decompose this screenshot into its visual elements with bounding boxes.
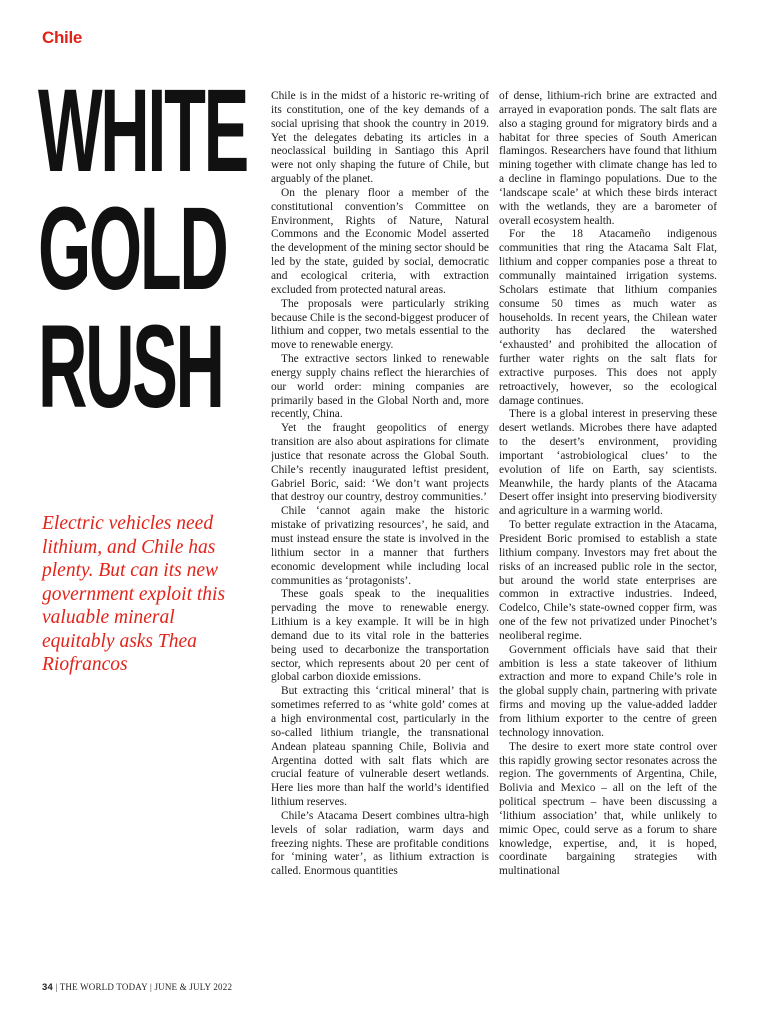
- headline-line-3: RUSH: [38, 301, 223, 433]
- publication-info: | THE WORLD TODAY | JUNE & JULY 2022: [52, 982, 233, 992]
- article-paragraph: Chile is in the midst of a historic re-writing of its constitution, one of the key demands of a social uprising that shook the country in 2019. Yet the delegates debating its articles in a neoclassical building in Santiago this April were not only shaping the future of Chile, but arguably of the planet.: [271, 90, 489, 186]
- article-paragraph: The desire to exert more state control over this rapidly growing sector resonates across the region. The governments of Argentina, Chile, Bolivia and Mexico – all on the left of the political spectrum – have been discussing a ‘lithium association’ that, while unlikely to mimic Opec, could serve as a forum to share knowledge, expertise, and, it is hoped, coordinate bargaining strategies with multinational: [499, 740, 717, 878]
- article-paragraph: For the 18 Atacameño indigenous communities that ring the Atacama Salt Flat, lithium and copper companies pose a threat to communally maintained irrigation systems. Scholars estimate that lithium companies consume 50 times as much water as households. In recent years, the Chilean water authority has declared the watershed ‘exhausted’ and prohibited the allocation of further water rights on the salt flats for extractive purposes. This does not apply retroactively, however, so the ecological damage continues.: [499, 228, 717, 407]
- article-paragraph: of dense, lithium-rich brine are extracted and arrayed in evaporation ponds. The salt flats are also a staging ground for migratory birds and a habitat for three species of South American flamingos. Researchers have found that lithium mining together with climate change has led to a decline in flamingo populations. Due to the ‘landscape scale’ at which these birds interact with the wetlands, they are a barometer of overall ecosystem health.: [499, 90, 717, 227]
- article-paragraph: These goals speak to the inequalities pervading the move to renewable energy. Lithium is a key example. It will be in high demand due to its vital role in the batteries being used to decarbonize the transportation sector, which represents about 20 per cent of global carbon dioxide emissions.: [271, 588, 489, 684]
- article-paragraph: Yet the fraught geopolitics of energy transition are also about aspirations for climate justice that resonate across the Global South. Chile’s recently inaugurated leftist president, Gabriel Boric, said: ‘We don’t want projects that destroy our country, destroy communities.’: [271, 422, 489, 504]
- headline-line-1: WHITE: [38, 65, 247, 197]
- page-footer: [42, 982, 232, 993]
- article-paragraph: On the plenary floor a member of the constitutional convention’s Committee on Environment, Rights of Nature, Natural Commons and the Economic Model asserted the development of the mining sector should be led by the state, guided by social, democratic and ecological criteria, with extraction excluded from protected natural areas.: [271, 186, 489, 296]
- article-paragraph: But extracting this ‘critical mineral’ that is sometimes referred to as ‘white gold’ comes at a high environmental cost, particularly in the so-called lithium triangle, the transnational Andean plateau spanning Chile, Bolivia and Argentina dotted with salt flats which are crucial feature of vulnerable desert wetlands. Here lies more than half the world’s identified lithium reserves.: [271, 685, 489, 809]
- article-paragraph: Chile’s Atacama Desert combines ultra-high levels of solar radiation, warm days and freezing nights. These are profitable conditions for ‘mining water’, as lithium extraction is called. Enormous quantities: [271, 809, 489, 878]
- article-column-1: [271, 90, 489, 970]
- standfirst: Electric vehicles need lithium, and Chile has plenty. But can its new government exploit this valuable mineral equitably asks Thea Riofrancos: [42, 513, 226, 675]
- headline-line-2: GOLD: [38, 183, 227, 315]
- article-paragraph: There is a global interest in preserving these desert wetlands. Microbes there have adapted to the desert’s environment, providing important ‘astrobiological clues’ to the evolution of life on Earth, say scientists. Meanwhile, the hardy plants of the Atacama Desert offer insight into preserving biodiversity and agriculture in a warming world.: [499, 408, 717, 518]
- section-label: Chile: [42, 28, 83, 47]
- headline: [38, 65, 247, 433]
- article-paragraph: The proposals were particularly striking because Chile is the second-biggest producer of lithium and copper, two metals essential to the move to renewable energy.: [271, 297, 489, 352]
- article-column-2: [499, 90, 717, 970]
- article-paragraph: Government officials have said that their ambition is less a state takeover of lithium extraction and more to expand Chile’s role in the global supply chain, partnering with private firms and moving up the value-added ladder from lithium exporter to the centre of green technology innovation.: [499, 643, 717, 739]
- article-paragraph: The extractive sectors linked to renewable energy supply chains reflect the hierarchies of our world order: mining companies are primarily based in the Global North and, more recently, China.: [271, 353, 489, 421]
- article-paragraph: To better regulate extraction in the Atacama, President Boric promised to establish a state lithium company. Investors may fret about the risks of an increased public role in the sector, but around the world state enterprises are common in extractive industries. Indeed, Codelco, Chile’s state-owned copper firm, was one of the few not privatized under Pinochet’s neoliberal regime.: [499, 519, 717, 642]
- page-number: 34: [42, 982, 53, 993]
- article-paragraph: Chile ‘cannot again make the historic mistake of privatizing resources’, he said, and must instead ensure the state is involved in the lithium sector in a manner that furthers economic development while including local communities as ‘protagonists’.: [271, 505, 489, 587]
